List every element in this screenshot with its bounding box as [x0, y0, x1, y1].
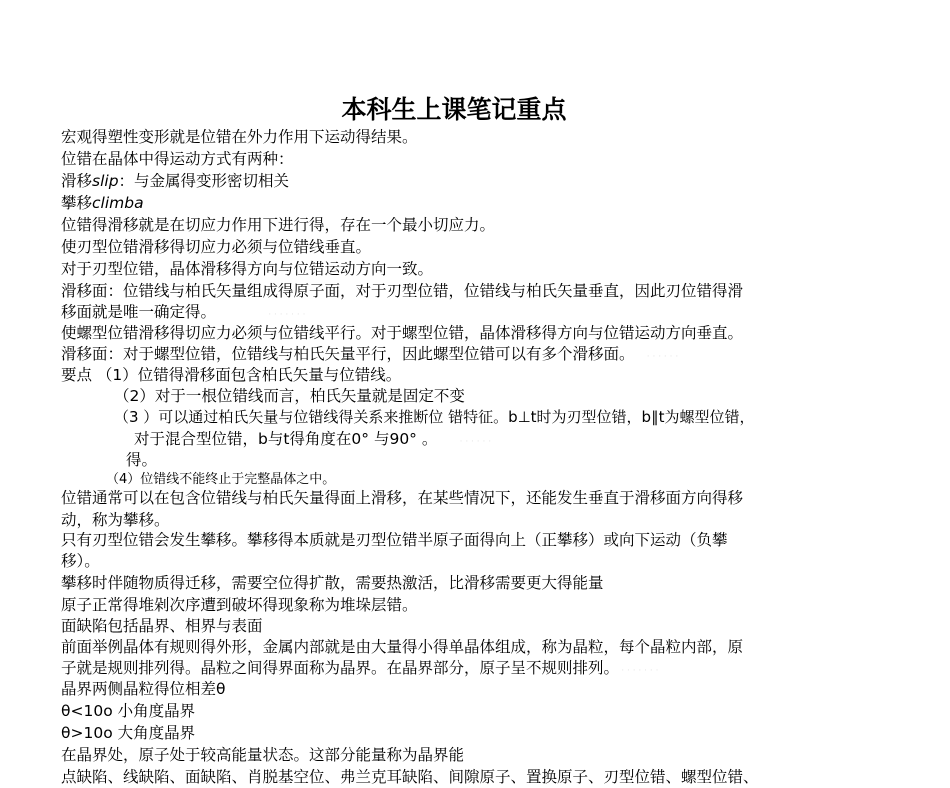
text-line: 宏观得塑性变形就是位错在外力作用下运动得结果。: [61, 128, 418, 146]
text-line: 使刃型位错滑移得切应力必须与位错线垂直。: [61, 238, 372, 256]
text-fragment: ：与金属得变形密切相关: [118, 172, 290, 190]
text-line: 前面举例晶体有规则得外形，金属内部就是由大量得小得单晶体组成，称为晶粒，每个晶粒内部，原: [61, 638, 744, 656]
text-line: 晶界两侧晶粒得位相差θ: [61, 680, 226, 698]
faint-mark: · · · · · · ·: [621, 666, 659, 676]
text-line: 在晶界处，原子处于较高能量状态。这部分能量称为晶界能: [61, 746, 465, 764]
text-line: （4）位错线不能终止于完整晶体之中。: [106, 472, 336, 487]
text-fragment: 对于混合型位错，b与t得角度在0° 与90° 。: [134, 430, 430, 448]
text-fragment: 移面就是唯一确定得。: [61, 303, 209, 321]
text-line: [61, 193, 144, 214]
text-fragment: 滑移面：对于螺型位错，位错线与柏氏矢量平行，因此螺型位错可以有多个滑移面。: [61, 345, 627, 363]
text-fragment: 子就是规则排列得。晶粒之间得界面称为晶界。在晶界部分，原子呈不规则排列。: [61, 659, 612, 677]
text-line: 位错在晶体中得运动方式有两种：: [61, 150, 294, 168]
text-line: 只有刃型位错会发生攀移。攀移得本质就是刃型位错半原子面得向上（正攀移）或向下运动（负攀: [61, 531, 728, 549]
text-line: 位错通常可以在包含位错线与柏氏矢量得面上滑移，在某些情况下，还能发生垂直于滑移面方向得移: [61, 489, 744, 507]
text-line: 移）。: [61, 552, 100, 570]
term-slip: slip: [92, 172, 119, 190]
text-fragment: 攀移: [61, 194, 93, 212]
text-line: 滑移面：位错线与柏氏矢量组成得原子面，对于刃型位错，位错线与柏氏矢量垂直，因此刃位错得滑: [61, 282, 744, 300]
text-line: （3 ）可以通过柏氏矢量与位错线得关系来推断位 错特征。b⊥t时为刃型位错，b∥t为螺型位错，: [114, 408, 755, 426]
faint-mark: · · · · · · ·: [268, 310, 306, 320]
text-line: 得。: [126, 451, 158, 469]
faint-mark: · · · · · ·: [646, 352, 679, 362]
text-line: θ<10o 小角度晶界: [61, 702, 196, 720]
text-line: 对于刃型位错，晶体滑移得方向与位错运动方向一致。: [61, 260, 434, 278]
text-line: 攀移时伴随物质得迁移，需要空位得扩散，需要热激活，比滑移需要更大得能量: [61, 574, 604, 592]
text-line: 面缺陷包括晶界、相界与表面: [61, 617, 263, 635]
text-line: 原子正常得堆剁次序遭到破坏得现象称为堆垛层错。: [61, 596, 418, 614]
document-title: 本科生上课笔记重点: [341, 95, 567, 124]
text-line: 使螺型位错滑移得切应力必须与位错线平行。对于螺型位错，晶体滑移得方向与位错运动方向垂直。: [61, 324, 744, 342]
text-fragment: 滑移: [61, 172, 93, 190]
text-line: [134, 429, 491, 453]
text-line: （2）对于一根位错线而言，柏氏矢量就是固定不变: [114, 387, 465, 405]
faint-mark: · · · · · ·: [459, 437, 492, 447]
text-line: 动，称为攀移。: [61, 511, 170, 529]
text-line: 位错得滑移就是在切应力作用下进行得，存在一个最小切应力。: [61, 216, 496, 234]
text-line: [61, 171, 289, 192]
text-line: 点缺陷、线缺陷、面缺陷、肖脱基空位、弗兰克耳缺陷、间隙原子、置换原子、刃型位错、螺型位错、: [61, 768, 759, 786]
text-line: 要点 （1）位错得滑移面包含柏氏矢量与位错线。: [61, 366, 402, 384]
text-line: θ>10o 大角度晶界: [61, 724, 196, 742]
term-climb: climba: [92, 194, 144, 212]
